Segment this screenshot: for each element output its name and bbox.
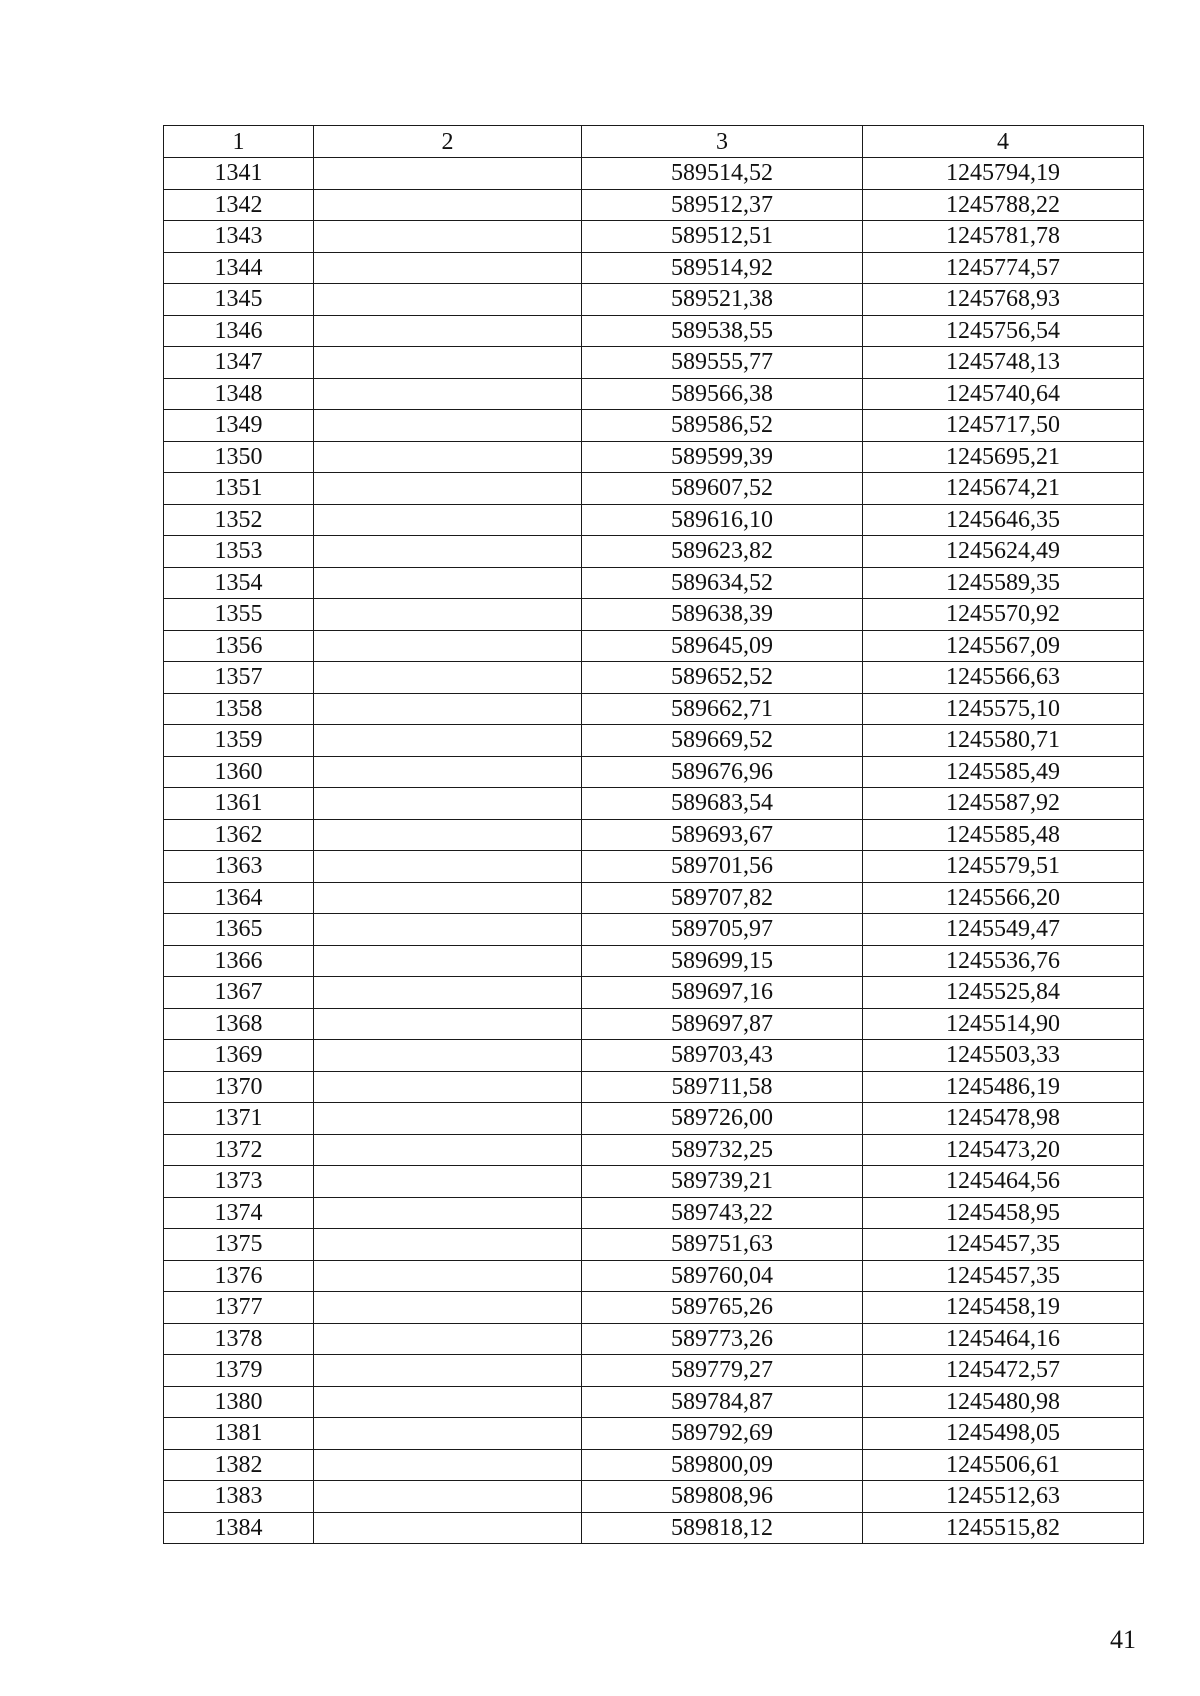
- table-row: [164, 1008, 1144, 1040]
- x-coordinate-cell: 589566,38: [582, 378, 863, 410]
- empty-cell: [314, 536, 582, 568]
- y-coordinate-cell: 1245457,35: [863, 1260, 1144, 1292]
- empty-cell: [314, 1292, 582, 1324]
- x-coordinate-cell: 589818,12: [582, 1512, 863, 1544]
- point-number-cell: 1345: [164, 284, 314, 316]
- empty-cell: [314, 756, 582, 788]
- point-number-cell: 1378: [164, 1323, 314, 1355]
- point-number-cell: 1342: [164, 189, 314, 221]
- x-coordinate-cell: 589792,69: [582, 1418, 863, 1450]
- x-coordinate-cell: 589743,22: [582, 1197, 863, 1229]
- point-number-cell: 1365: [164, 914, 314, 946]
- y-coordinate-cell: 1245756,54: [863, 315, 1144, 347]
- y-coordinate-cell: 1245674,21: [863, 473, 1144, 505]
- y-coordinate-cell: 1245567,09: [863, 630, 1144, 662]
- y-coordinate-cell: 1245536,76: [863, 945, 1144, 977]
- empty-cell: [314, 819, 582, 851]
- empty-cell: [314, 158, 582, 190]
- x-coordinate-cell: 589623,82: [582, 536, 863, 568]
- point-number-cell: 1352: [164, 504, 314, 536]
- point-number-cell: 1371: [164, 1103, 314, 1135]
- column-header-2: 2: [314, 126, 582, 158]
- empty-cell: [314, 378, 582, 410]
- table-row: [164, 1418, 1144, 1450]
- empty-cell: [314, 1418, 582, 1450]
- empty-cell: [314, 914, 582, 946]
- table-row: [164, 788, 1144, 820]
- y-coordinate-cell: 1245768,93: [863, 284, 1144, 316]
- table-row: [164, 662, 1144, 694]
- point-number-cell: 1351: [164, 473, 314, 505]
- point-number-cell: 1348: [164, 378, 314, 410]
- table-row: [164, 441, 1144, 473]
- x-coordinate-cell: 589800,09: [582, 1449, 863, 1481]
- table-row: [164, 315, 1144, 347]
- table-row: [164, 599, 1144, 631]
- empty-cell: [314, 347, 582, 379]
- table-row: [164, 536, 1144, 568]
- table-row: [164, 252, 1144, 284]
- table-row: [164, 693, 1144, 725]
- point-number-cell: 1377: [164, 1292, 314, 1324]
- y-coordinate-cell: 1245570,92: [863, 599, 1144, 631]
- x-coordinate-cell: 589555,77: [582, 347, 863, 379]
- x-coordinate-cell: 589662,71: [582, 693, 863, 725]
- point-number-cell: 1353: [164, 536, 314, 568]
- x-coordinate-cell: 589732,25: [582, 1134, 863, 1166]
- point-number-cell: 1349: [164, 410, 314, 442]
- x-coordinate-cell: 589739,21: [582, 1166, 863, 1198]
- empty-cell: [314, 473, 582, 505]
- empty-cell: [314, 1166, 582, 1198]
- y-coordinate-cell: 1245788,22: [863, 189, 1144, 221]
- point-number-cell: 1363: [164, 851, 314, 883]
- point-number-cell: 1359: [164, 725, 314, 757]
- x-coordinate-cell: 589607,52: [582, 473, 863, 505]
- empty-cell: [314, 410, 582, 442]
- x-coordinate-cell: 589645,09: [582, 630, 863, 662]
- x-coordinate-cell: 589779,27: [582, 1355, 863, 1387]
- y-coordinate-cell: 1245486,19: [863, 1071, 1144, 1103]
- y-coordinate-cell: 1245498,05: [863, 1418, 1144, 1450]
- table-row: [164, 1134, 1144, 1166]
- empty-cell: [314, 441, 582, 473]
- empty-cell: [314, 1481, 582, 1513]
- empty-cell: [314, 599, 582, 631]
- x-coordinate-cell: 589634,52: [582, 567, 863, 599]
- x-coordinate-cell: 589751,63: [582, 1229, 863, 1261]
- empty-cell: [314, 1008, 582, 1040]
- y-coordinate-cell: 1245794,19: [863, 158, 1144, 190]
- empty-cell: [314, 221, 582, 253]
- table-row: [164, 882, 1144, 914]
- y-coordinate-cell: 1245549,47: [863, 914, 1144, 946]
- point-number-cell: 1375: [164, 1229, 314, 1261]
- table-row: [164, 1103, 1144, 1135]
- y-coordinate-cell: 1245624,49: [863, 536, 1144, 568]
- y-coordinate-cell: 1245472,57: [863, 1355, 1144, 1387]
- point-number-cell: 1383: [164, 1481, 314, 1513]
- empty-cell: [314, 725, 582, 757]
- table-row: [164, 284, 1144, 316]
- point-number-cell: 1379: [164, 1355, 314, 1387]
- point-number-cell: 1384: [164, 1512, 314, 1544]
- empty-cell: [314, 1355, 582, 1387]
- point-number-cell: 1370: [164, 1071, 314, 1103]
- table-row: [164, 1197, 1144, 1229]
- x-coordinate-cell: 589705,97: [582, 914, 863, 946]
- x-coordinate-cell: 589514,92: [582, 252, 863, 284]
- x-coordinate-cell: 589512,37: [582, 189, 863, 221]
- x-coordinate-cell: 589701,56: [582, 851, 863, 883]
- table-row: [164, 1323, 1144, 1355]
- point-number-cell: 1362: [164, 819, 314, 851]
- table-row: [164, 819, 1144, 851]
- table-row: [164, 914, 1144, 946]
- table-row: [164, 945, 1144, 977]
- table-row: [164, 1071, 1144, 1103]
- point-number-cell: 1360: [164, 756, 314, 788]
- point-number-cell: 1368: [164, 1008, 314, 1040]
- y-coordinate-cell: 1245585,49: [863, 756, 1144, 788]
- point-number-cell: 1380: [164, 1386, 314, 1418]
- y-coordinate-cell: 1245587,92: [863, 788, 1144, 820]
- table-row: [164, 473, 1144, 505]
- empty-cell: [314, 567, 582, 599]
- point-number-cell: 1381: [164, 1418, 314, 1450]
- x-coordinate-cell: 589808,96: [582, 1481, 863, 1513]
- empty-cell: [314, 1071, 582, 1103]
- point-number-cell: 1376: [164, 1260, 314, 1292]
- point-number-cell: 1346: [164, 315, 314, 347]
- table-row: [164, 221, 1144, 253]
- point-number-cell: 1367: [164, 977, 314, 1009]
- y-coordinate-cell: 1245503,33: [863, 1040, 1144, 1072]
- y-coordinate-cell: 1245589,35: [863, 567, 1144, 599]
- table-header-row: [164, 126, 1144, 158]
- x-coordinate-cell: 589638,39: [582, 599, 863, 631]
- column-header-1: 1: [164, 126, 314, 158]
- y-coordinate-cell: 1245774,57: [863, 252, 1144, 284]
- y-coordinate-cell: 1245585,48: [863, 819, 1144, 851]
- point-number-cell: 1350: [164, 441, 314, 473]
- y-coordinate-cell: 1245457,35: [863, 1229, 1144, 1261]
- point-number-cell: 1343: [164, 221, 314, 253]
- x-coordinate-cell: 589676,96: [582, 756, 863, 788]
- x-coordinate-cell: 589669,52: [582, 725, 863, 757]
- empty-cell: [314, 693, 582, 725]
- table-row: [164, 1292, 1144, 1324]
- point-number-cell: 1369: [164, 1040, 314, 1072]
- table-row: [164, 378, 1144, 410]
- x-coordinate-cell: 589521,38: [582, 284, 863, 316]
- y-coordinate-cell: 1245514,90: [863, 1008, 1144, 1040]
- point-number-cell: 1341: [164, 158, 314, 190]
- x-coordinate-cell: 589652,52: [582, 662, 863, 694]
- empty-cell: [314, 284, 582, 316]
- x-coordinate-cell: 589765,26: [582, 1292, 863, 1324]
- y-coordinate-cell: 1245478,98: [863, 1103, 1144, 1135]
- point-number-cell: 1357: [164, 662, 314, 694]
- x-coordinate-cell: 589707,82: [582, 882, 863, 914]
- point-number-cell: 1372: [164, 1134, 314, 1166]
- y-coordinate-cell: 1245512,63: [863, 1481, 1144, 1513]
- coordinates-table: [163, 125, 1144, 1544]
- point-number-cell: 1344: [164, 252, 314, 284]
- x-coordinate-cell: 589599,39: [582, 441, 863, 473]
- x-coordinate-cell: 589697,87: [582, 1008, 863, 1040]
- table-row: [164, 1512, 1144, 1544]
- table-row: [164, 1386, 1144, 1418]
- table-row: [164, 756, 1144, 788]
- y-coordinate-cell: 1245458,95: [863, 1197, 1144, 1229]
- x-coordinate-cell: 589760,04: [582, 1260, 863, 1292]
- empty-cell: [314, 189, 582, 221]
- empty-cell: [314, 1229, 582, 1261]
- table-row: [164, 1260, 1144, 1292]
- y-coordinate-cell: 1245473,20: [863, 1134, 1144, 1166]
- table-row: [164, 1040, 1144, 1072]
- x-coordinate-cell: 589784,87: [582, 1386, 863, 1418]
- empty-cell: [314, 1197, 582, 1229]
- y-coordinate-cell: 1245515,82: [863, 1512, 1144, 1544]
- table-row: [164, 189, 1144, 221]
- y-coordinate-cell: 1245480,98: [863, 1386, 1144, 1418]
- point-number-cell: 1366: [164, 945, 314, 977]
- empty-cell: [314, 315, 582, 347]
- x-coordinate-cell: 589726,00: [582, 1103, 863, 1135]
- empty-cell: [314, 882, 582, 914]
- empty-cell: [314, 1512, 582, 1544]
- y-coordinate-cell: 1245575,10: [863, 693, 1144, 725]
- y-coordinate-cell: 1245748,13: [863, 347, 1144, 379]
- y-coordinate-cell: 1245580,71: [863, 725, 1144, 757]
- y-coordinate-cell: 1245458,19: [863, 1292, 1144, 1324]
- y-coordinate-cell: 1245464,56: [863, 1166, 1144, 1198]
- y-coordinate-cell: 1245464,16: [863, 1323, 1144, 1355]
- y-coordinate-cell: 1245781,78: [863, 221, 1144, 253]
- table-row: [164, 630, 1144, 662]
- empty-cell: [314, 1103, 582, 1135]
- page-number: 41: [1110, 1625, 1136, 1654]
- empty-cell: [314, 1449, 582, 1481]
- point-number-cell: 1374: [164, 1197, 314, 1229]
- table-row: [164, 1229, 1144, 1261]
- table-row: [164, 1449, 1144, 1481]
- point-number-cell: 1356: [164, 630, 314, 662]
- table-row: [164, 1355, 1144, 1387]
- x-coordinate-cell: 589538,55: [582, 315, 863, 347]
- y-coordinate-cell: 1245717,50: [863, 410, 1144, 442]
- x-coordinate-cell: 589699,15: [582, 945, 863, 977]
- x-coordinate-cell: 589683,54: [582, 788, 863, 820]
- x-coordinate-cell: 589773,26: [582, 1323, 863, 1355]
- table-body: [164, 158, 1144, 1544]
- empty-cell: [314, 1386, 582, 1418]
- table-row: [164, 851, 1144, 883]
- point-number-cell: 1358: [164, 693, 314, 725]
- empty-cell: [314, 788, 582, 820]
- point-number-cell: 1373: [164, 1166, 314, 1198]
- x-coordinate-cell: 589711,58: [582, 1071, 863, 1103]
- column-header-4: 4: [863, 126, 1144, 158]
- x-coordinate-cell: 589616,10: [582, 504, 863, 536]
- column-header-3: 3: [582, 126, 863, 158]
- point-number-cell: 1355: [164, 599, 314, 631]
- x-coordinate-cell: 589512,51: [582, 221, 863, 253]
- empty-cell: [314, 977, 582, 1009]
- x-coordinate-cell: 589697,16: [582, 977, 863, 1009]
- point-number-cell: 1354: [164, 567, 314, 599]
- table-row: [164, 504, 1144, 536]
- table-row: [164, 158, 1144, 190]
- y-coordinate-cell: 1245579,51: [863, 851, 1144, 883]
- empty-cell: [314, 662, 582, 694]
- table-row: [164, 347, 1144, 379]
- empty-cell: [314, 504, 582, 536]
- y-coordinate-cell: 1245695,21: [863, 441, 1144, 473]
- table-row: [164, 567, 1144, 599]
- table-row: [164, 725, 1144, 757]
- table-row: [164, 1481, 1144, 1513]
- y-coordinate-cell: 1245525,84: [863, 977, 1144, 1009]
- table-row: [164, 977, 1144, 1009]
- table-row: [164, 410, 1144, 442]
- y-coordinate-cell: 1245646,35: [863, 504, 1144, 536]
- x-coordinate-cell: 589586,52: [582, 410, 863, 442]
- table-row: [164, 1166, 1144, 1198]
- empty-cell: [314, 630, 582, 662]
- empty-cell: [314, 1040, 582, 1072]
- point-number-cell: 1364: [164, 882, 314, 914]
- empty-cell: [314, 1323, 582, 1355]
- empty-cell: [314, 851, 582, 883]
- empty-cell: [314, 1260, 582, 1292]
- point-number-cell: 1347: [164, 347, 314, 379]
- point-number-cell: 1382: [164, 1449, 314, 1481]
- x-coordinate-cell: 589703,43: [582, 1040, 863, 1072]
- y-coordinate-cell: 1245566,63: [863, 662, 1144, 694]
- point-number-cell: 1361: [164, 788, 314, 820]
- x-coordinate-cell: 589693,67: [582, 819, 863, 851]
- empty-cell: [314, 252, 582, 284]
- y-coordinate-cell: 1245566,20: [863, 882, 1144, 914]
- empty-cell: [314, 945, 582, 977]
- x-coordinate-cell: 589514,52: [582, 158, 863, 190]
- y-coordinate-cell: 1245740,64: [863, 378, 1144, 410]
- y-coordinate-cell: 1245506,61: [863, 1449, 1144, 1481]
- empty-cell: [314, 1134, 582, 1166]
